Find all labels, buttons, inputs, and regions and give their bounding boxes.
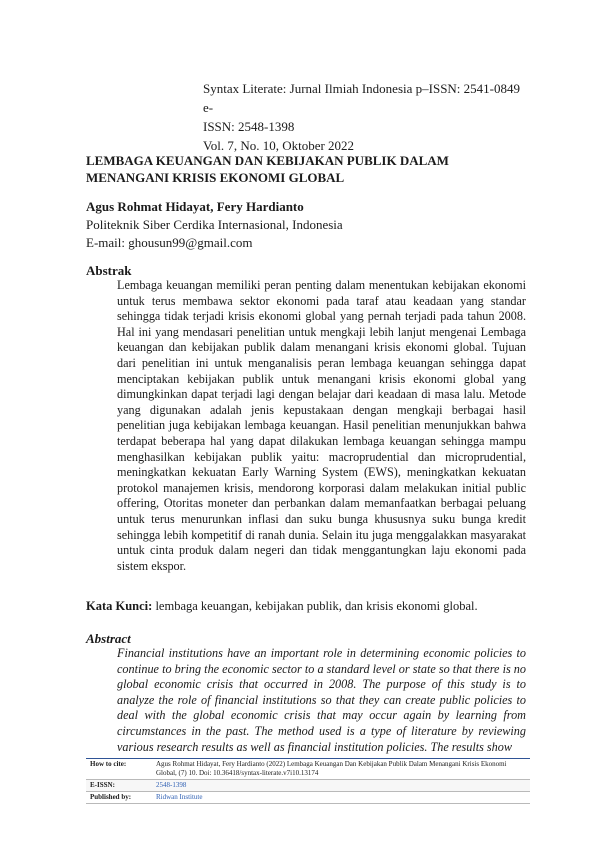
citation-row-how-to-cite [86,759,530,780]
how-to-cite-value: Agus Rohmat Hidayat, Fery Hardianto (2022) Lembaga Keuangan Dan Kebijakan Publik Dalam Menangani Krisis Ekonomi Global, (7) 10. Doi: 10.36418/syntax-literate.v7i10.13174 [152,759,530,780]
abstract-en-heading: Abstract [86,631,131,646]
published-by-link[interactable]: Ridwan Institute [156,793,203,801]
author-block [86,198,526,252]
abstract-en-body: Financial institutions have an important role in determining economic policies to continue to bring the economic sector to a standard level or state so that there is no global economic crisis that occurred in 2008. The purpose of this study is to analyze the role of financial institutions so that they can create public policies to deal with the global economic crisis that may occur again by learning from circumstances in the past. The method used is a type of literature by reviewing various research results as well as financial institution policies. The results show [117,646,526,754]
keywords [86,599,526,614]
published-by-label: Published by: [86,792,152,804]
abstract-id-heading: Abstrak [86,263,132,278]
author-affiliation: Politeknik Siber Cerdika Internasional, Indonesia [86,217,343,232]
keywords-label: Kata Kunci: [86,599,153,613]
citation-row-published-by [86,792,530,804]
citation-row-eissn [86,780,530,792]
journal-header-line-3: Vol. 7, No. 10, Oktober 2022 [203,138,355,153]
keywords-text: lembaga keuangan, kebijakan publik, dan krisis ekonomi global. [152,599,478,613]
abstract-id-body: Lembaga keuangan memiliki peran penting dalam menentukan kebijakan ekonomi untuk terus membawa sektor ekonomi pada taraf atau keadaan yang standar sehingga tidak terjadi krisis ekonomi global yang pernah terjadi pada tahun 2008. Hal ini yang mendasari penelitian untuk mengkaji lebih lanjut mengenai Lembaga keuangan dan kebijakan publik dalam menangani krisis ekonomi global. Tujuan dari penelitian ini untuk menganalisis peran lembaga keuangan sehingga dapat menciptakan kebijakan publik untuk menangani krisis ekonomi global yang dimungkinkan dapat terjadi lagi dengan belajar dari keadaan di masa lalu. Metode yang digunakan adalah jenis kepustakaan dengan mengkaji berbagai hasil penelitian juga kebijakan lembaga keuangan. Hasil penelitian menunjukkan bahwa terdapat beberapa hal yang dapat dilakukan lembaga keuangan sehingga mampu menghasilkan kebijakan publik yaitu: macroprudential dan microprudential, meningkatkan kekuatan Early Warning System (EWS), meningkatkan kekuatan protokol manajemen krisis, mendorong korporasi dalam melakukan initial public offering, Otoritas moneter dan perbankan dalam memanfaatkan berbagai peluang untuk terus menurunkan inflasi dan suku bunga khususnya suku bunga kredit sehingga lebih kompetitif di ranah dunia. Selain itu juga menggalakkan masyarakat untuk cinta produk dalam negeri dan tidak menggantungkan laju ekonomi pada sistem ekspor. [117,278,526,573]
journal-header-line-2: ISSN: 2548-1398 [203,119,295,134]
eissn-label: E-ISSN: [86,780,152,792]
how-to-cite-label: How to cite: [86,759,152,780]
author-email: E-mail: ghousun99@gmail.com [86,235,253,250]
eissn-link[interactable]: 2548-1398 [156,781,187,789]
journal-header [203,79,533,155]
paper-title: LEMBAGA KEUANGAN DAN KEBIJAKAN PUBLIK DALAM MENANGANI KRISIS EKONOMI GLOBAL [86,153,449,185]
author-names: Agus Rohmat Hidayat, Fery Hardianto [86,199,304,214]
journal-header-line-1: Syntax Literate: Jurnal Ilmiah Indonesia p–ISSN: 2541-0849 e- [203,81,521,115]
citation-table [86,758,530,804]
